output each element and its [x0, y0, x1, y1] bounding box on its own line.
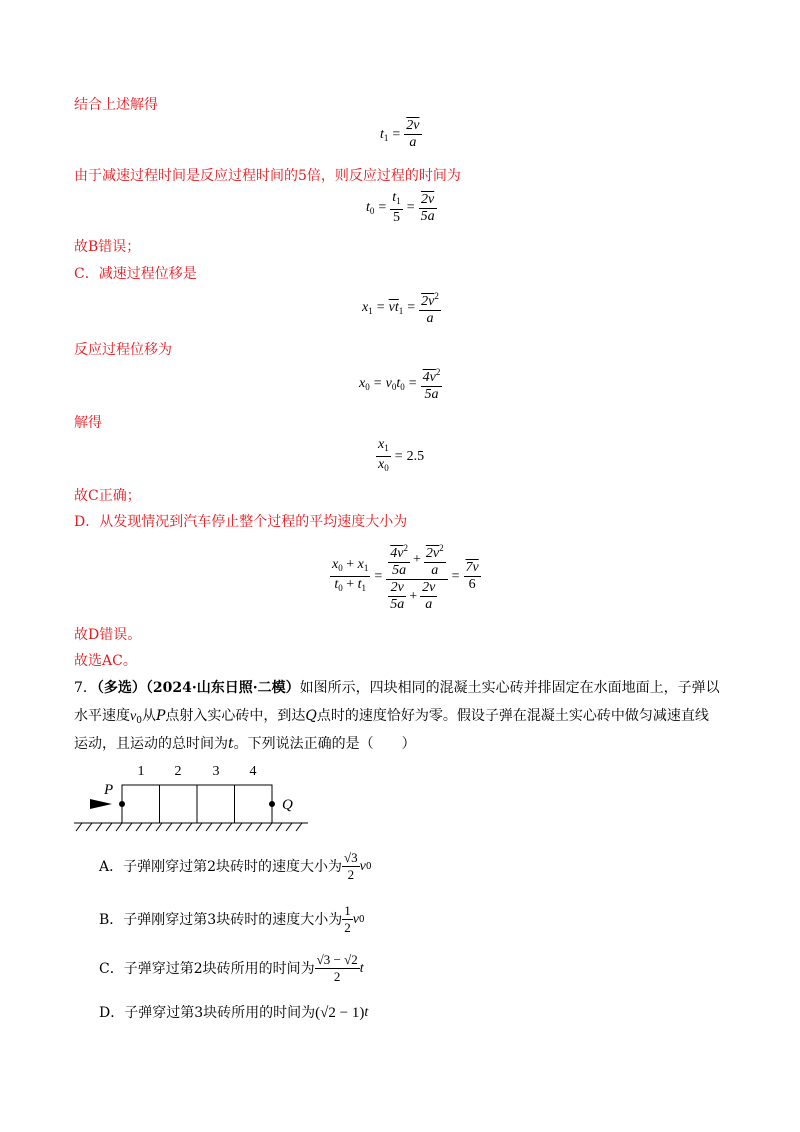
solution-answer: 故选AC。 — [74, 653, 137, 669]
option-c[interactable]: C．子弹穿过第2块砖所用的时间为 $\frac{√3 - √2}{2}$ t — [99, 952, 364, 984]
equation-ratio: $\frac{x_1}{x_0}$ = 2.5 — [378, 437, 425, 473]
equation-t1: $t_1$ = $\frac{2v}{a}$ — [380, 118, 420, 150]
point-q-label: Q — [282, 797, 293, 813]
solution-reaction-disp-text: 反应过程位移为 — [74, 342, 172, 358]
solution-solve-text: 解得 — [74, 415, 102, 431]
solution-combine-text: 结合上述解得 — [74, 97, 158, 113]
equation-x1: $x_1$ = $\overline{vt}_1$ = $\frac{2v^2}{a}$ — [362, 288, 441, 327]
point-p-marker — [119, 801, 125, 807]
brick-label-3: 3 — [212, 764, 220, 779]
equation-t0: $t_0$ = $\frac{t_1}{5}$ = $\frac{2v}{5a}$ — [366, 190, 435, 225]
solution-reaction-text: 由于减速过程时间是反应过程时间的5倍，则反应过程的时间为 — [74, 168, 461, 184]
solution-c-text: C．减速过程位移是 — [74, 266, 197, 282]
solution-c-right: 故C正确； — [74, 488, 141, 504]
point-q-marker — [269, 801, 275, 807]
solution-b-wrong: 故B错误； — [74, 239, 141, 255]
equation-x0: $x_0$ = $v_0t_0$ = $\frac{4v^2}{5a}$ — [359, 364, 442, 403]
brick-label-1: 1 — [137, 764, 145, 779]
question-line-3: 运动，且运动的总时间为t。下列说法正确的是（ ） — [74, 736, 416, 752]
question-line-2: 水平速度$v_0$从P点射入实心砖中，到达Q点时的速度恰好为零。假设子弹在混凝土实心砖中做匀减速直线 — [74, 708, 709, 726]
solution-d-text: D．从发现情况到汽车停止整个过程的平均速度大小为 — [74, 514, 408, 530]
point-p-label: P — [104, 782, 114, 798]
option-b[interactable]: B．子弹刚穿过第3块砖时的速度大小为 $\frac{1}{2}$ v 0 — [99, 903, 365, 935]
option-d[interactable]: D．子弹穿过第3块砖所用的时间为 (√2 − 1) t — [99, 1005, 369, 1021]
bullet-icon — [90, 799, 112, 809]
solution-d-wrong: 故D错误。 — [74, 627, 142, 643]
brick-label-2: 2 — [174, 764, 182, 779]
question-line-1: 7．（多选）（2024·山东日照·二模）如图所示，四块相同的混凝土实心砖并排固定在水面地面上，子弹以 — [74, 680, 720, 696]
brick-label-4: 4 — [249, 764, 257, 779]
bricks-diagram — [74, 760, 314, 835]
equation-average-speed: $\frac{x_0 + x_1}{t_0 + t_1}$ = $\frac{4v^2}{5a}$ + $\frac{2v^2}{a}$ $\frac{2v}{5a}$ + $\frac{2v}{a}$ = $\frac{7v}{6}$ — [330, 540, 481, 613]
option-a[interactable]: A．子弹刚穿过第2块砖时的速度大小为 $\frac{√3}{2}$ v 0 — [99, 850, 372, 882]
